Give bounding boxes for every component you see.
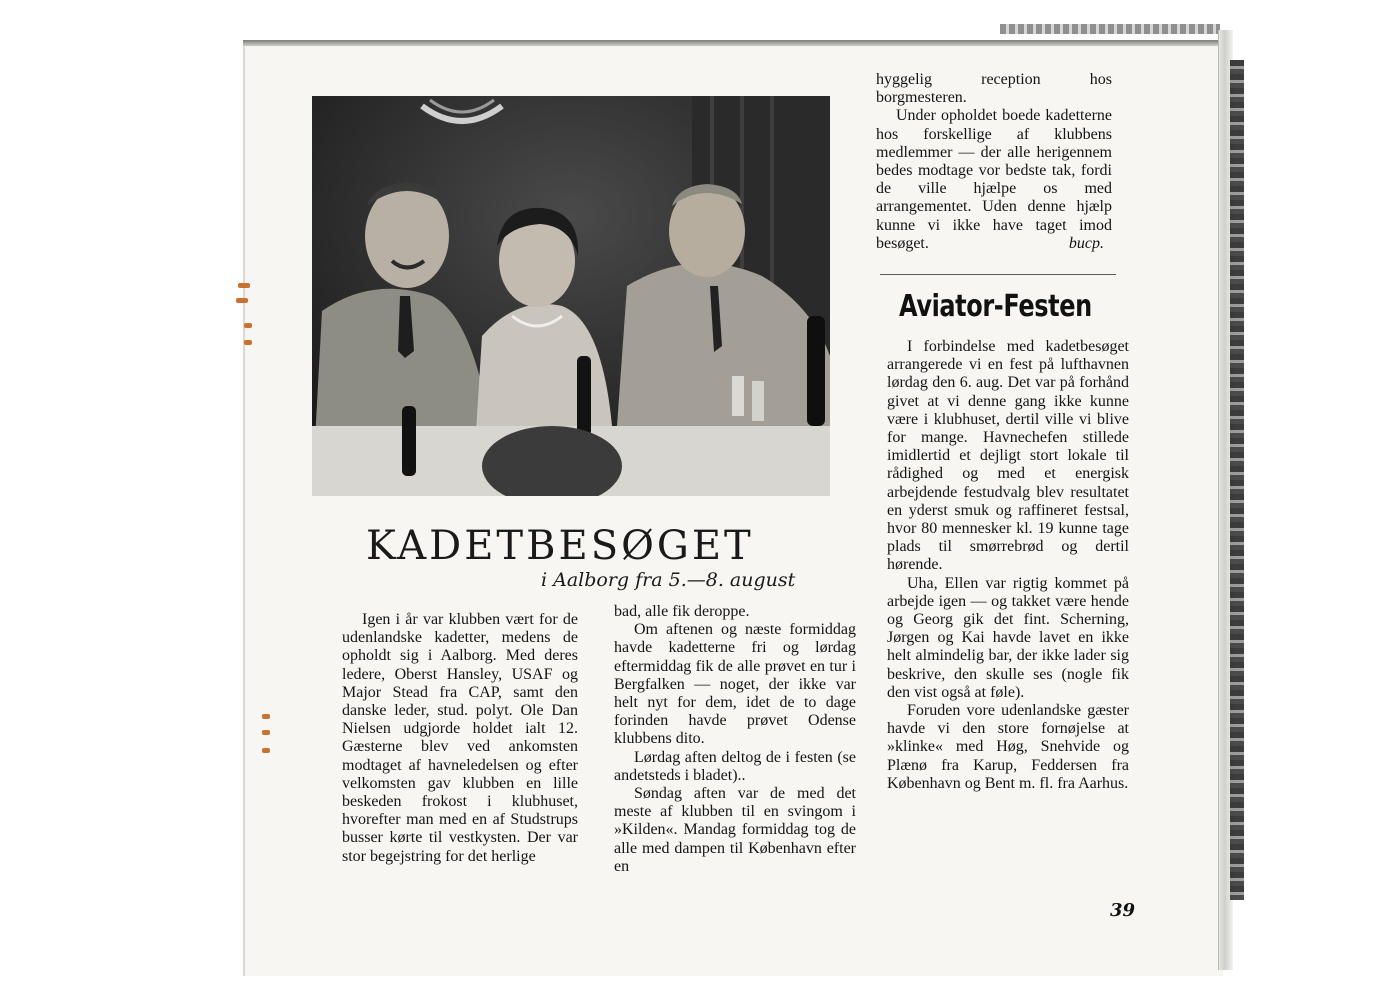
article-title: KADETBESØGET <box>366 523 754 569</box>
paragraph: bad, alle fik deroppe. <box>614 603 750 620</box>
paragraph: Søndag aften var de med det meste af klubben til en svingom i »Kilden«. Mandag formiddag tog de alle med dampen til København efter en <box>614 785 856 875</box>
page-number: 39 <box>1110 900 1136 921</box>
paragraph: Om aftenen og næste formiddag havde kadetterne fri og lørdag eftermiddag fik de alle prøvet en tur i Bergfalken — noget, der ikke var helt nyt for dem, idet de to dage forinden havde prøvet Odense klubbens dito. <box>614 621 856 748</box>
article-subtitle: i Aalborg fra 5.—8. august <box>541 569 796 591</box>
article-column-2 <box>614 603 856 876</box>
paragraph-text: Under opholdet boede kadetterne hos forskellige af klubbens medlemmer — der alle herigennem bedes modtage vor bedste tak, fordi de ville hjælpe os med arrangementet. Uden denne hjælp kunne vi ikke have taget imod besøget. <box>876 107 1112 252</box>
author-signature: bucp. <box>1068 234 1104 252</box>
section-divider <box>880 274 1116 275</box>
staple <box>262 714 270 719</box>
staple <box>238 283 250 288</box>
group-photograph <box>312 96 830 496</box>
scan-edge-top <box>1000 24 1220 34</box>
paragraph: Foruden vore udenlandske gæster havde vi den store fornøjelse at »klinke« med Høg, Snehvide og Plænø fra Karup, Feddersen fra København og Bent m. fl. fra Aarhus. <box>887 702 1129 792</box>
article-column-1 <box>342 611 578 866</box>
paragraph: Igen i år var klubben vært for de udenlandske kadetter, medens de opholdt sig i Aalborg. Med deres ledere, Oberst Hansley, USAF og Major Stead fra CAP, samt den danske leder, stud. polyt. Ole Dan Nielsen udgjorde holdet ialt 12. Gæsterne blev ved ankomsten modtaget af havneledelsen og efter velkomsten gav klubben en lille beskeden frokost i klubhuset, hvorefter man med en af Studstrups busser kørte til vestkysten. Der var stor begejstring for det herlige <box>342 611 578 865</box>
paragraph: I forbindelse med kadetbesøget arrangerede vi en fest på lufthavnen lørdag den 6. aug. Det var på forhånd givet at vi denne gang ikke kunne være i klubhuset, dertil ville vi blive for mange. Havnechefen stillede imidlertid et dejligt stort lokale til rådighed og med et energisk arbejdende festudvalg blev resultatet en yderst smuk og raffineret festsal, hvor 80 mennesker kl. 19 kunne tage plads til smørrebrød og dertil hørende. <box>887 338 1129 574</box>
next-page-strip <box>1230 60 1244 900</box>
aviator-festen-body <box>887 338 1129 793</box>
article-column-3 <box>876 71 1112 253</box>
staple <box>244 340 252 345</box>
photograph-icon <box>312 96 830 496</box>
paragraph: hyggelig reception hos borgmesteren. <box>876 71 1112 107</box>
paragraph: Lørdag aften deltog de i festen (se andetsteds i bladet).. <box>614 748 856 784</box>
staple <box>262 730 270 735</box>
aviator-festen-title: Aviator-Festen <box>899 289 1092 324</box>
paragraph <box>876 107 1112 253</box>
paragraph: Uha, Ellen var rigtig kommet på arbejde igen — og takket være hende og Georg gik det fint. Scherning, Jørgen og Kai havde lavet en ikke helt almindelig bar, der ikke lader sig beskrive, den skulle ses (nogle fik den vist også at føle). <box>887 574 1129 701</box>
staple <box>236 298 248 303</box>
staple <box>262 748 270 753</box>
staple <box>244 323 252 328</box>
